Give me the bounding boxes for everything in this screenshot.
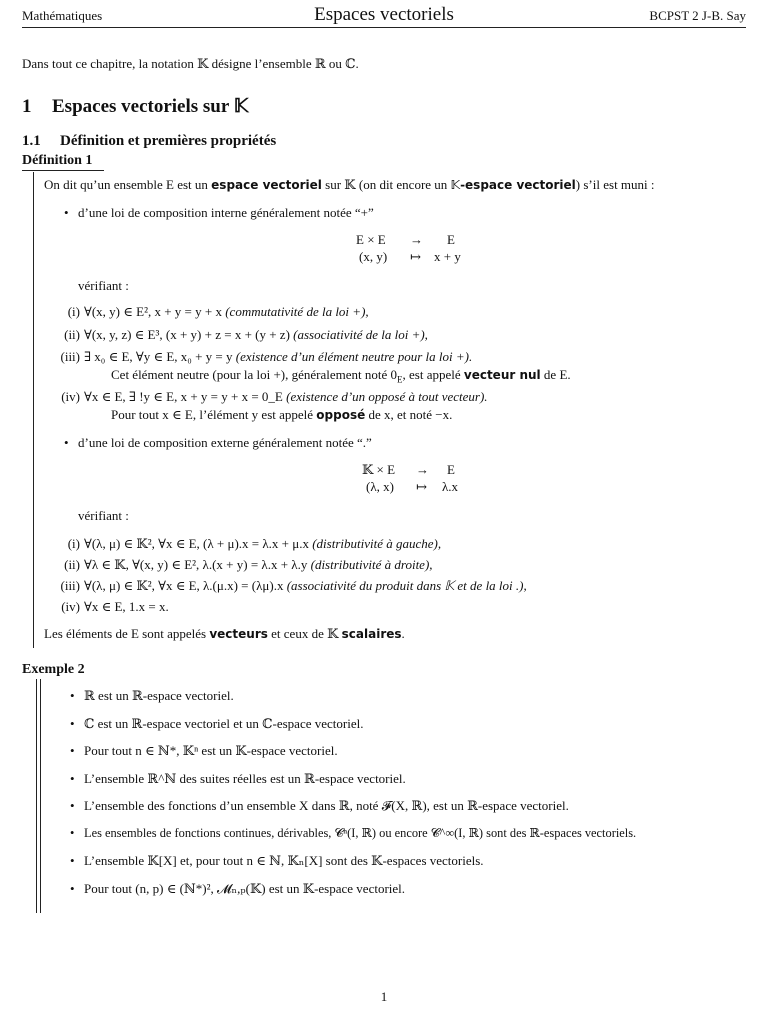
bullet-icon: • (64, 435, 69, 450)
map2-r1-right: E (447, 462, 455, 477)
note-part: , est appelé (402, 367, 464, 382)
map2-r2-arrow: ↦ (416, 479, 427, 494)
note-part: Pour tout x ∈ E, l’élément y est appelé (111, 407, 317, 422)
axiom-math: ∀(λ, μ) ∈ 𝕂², ∀x ∈ E, λ.(μ.x) = (λμ).x (84, 578, 284, 593)
example-item (70, 798, 569, 814)
map2-r2-right: λ.x (442, 479, 459, 494)
axiom-comment: (distributivité à gauche), (312, 536, 442, 551)
law1-neutral-note (111, 367, 571, 385)
map1-r1-right: E (447, 232, 455, 247)
note-part: de E. (540, 367, 571, 382)
bullet-icon: • (70, 881, 75, 896)
law1-axiom-ii (44, 327, 428, 343)
axiom-label: (iv) (61, 599, 80, 614)
map1-r2-arrow: ↦ (410, 249, 421, 264)
bullet-icon: • (70, 743, 75, 758)
axiom-math: ∀(λ, μ) ∈ 𝕂², ∀x ∈ E, (λ + μ).x = λ.x + μ.x (84, 536, 309, 551)
axiom-label: (ii) (64, 327, 80, 342)
def-intro-part: ) s’il est muni : (575, 177, 655, 192)
section-heading (22, 96, 248, 119)
closing-part: et ceux de 𝕂 (267, 626, 342, 641)
axiom-label: (iv) (61, 389, 80, 404)
example-item-text: Les ensembles de fonctions continues, dérivables, 𝓒ⁿ(I, ℝ) ou encore 𝓒^∞(I, ℝ) sont des ℝ-espaces vectoriels. (84, 826, 637, 840)
bullet-icon: • (70, 771, 75, 786)
section-number: 1 (22, 96, 32, 117)
example-item (70, 771, 406, 787)
bullet-icon: • (70, 716, 75, 731)
axiom-label: (i) (67, 536, 80, 551)
axiom-math: ∀λ ∈ 𝕂, ∀(x, y) ∈ E², λ.(x + y) = λ.x + λ.y (84, 557, 308, 572)
law1-bullet (64, 205, 374, 221)
example-item-text: Pour tout n ∈ ℕ*, 𝕂ⁿ est un 𝕂-espace vectoriel. (84, 743, 338, 758)
axiom-label: (ii) (64, 557, 80, 572)
example-bar-left (36, 679, 37, 913)
header-class: BCPST 2 J-B. Say (649, 8, 746, 23)
example-item (70, 853, 484, 869)
axiom-comment: (existence d’un élément neutre pour la loi +). (235, 349, 473, 364)
axiom-comment: (associativité de la loi +), (293, 327, 428, 342)
example-item (70, 826, 636, 841)
page-number: 1 (380, 989, 388, 1004)
subsection-heading (22, 132, 276, 150)
law1-axiom-iv (44, 389, 488, 405)
page-header (22, 4, 746, 26)
subsection-title: Définition et premières propriétés (60, 133, 277, 149)
axiom-comment: (associativité du produit dans 𝕂 et de la loi .), (286, 578, 527, 593)
example-item-text: L’ensemble ℝ^ℕ des suites réelles est un ℝ-espace vectoriel. (84, 771, 406, 786)
note-part: de x, et noté −x. (365, 407, 453, 422)
definition-underline (22, 170, 104, 171)
example-item (70, 743, 338, 759)
example-item (70, 881, 405, 897)
subsection-number: 1.1 (22, 133, 41, 149)
bullet-icon: • (70, 853, 75, 868)
axiom-math: ∀x ∈ E, ∃ !y ∈ E, x + y = y + x = 0_E (84, 389, 283, 404)
header-rule (22, 27, 746, 28)
header-subject: Mathématiques (22, 8, 103, 23)
section-title: Espaces vectoriels sur 𝕂 (52, 96, 249, 117)
note-bold: vecteur nul (463, 368, 541, 382)
header-title: Espaces vectoriels (314, 4, 454, 25)
map2-r1-arrow: → (416, 462, 429, 477)
bullet-icon: • (70, 688, 75, 703)
map2-r1-left: 𝕂 × E (362, 462, 396, 477)
def-intro-part: On dit qu’un ensemble E est un (44, 177, 212, 192)
example-item (70, 716, 363, 732)
law1-verifiant: vérifiant : (78, 278, 129, 293)
closing-bold: scalaires (341, 627, 402, 641)
definition-closing (44, 626, 405, 642)
law1-text: d’une loi de composition interne généralement notée “+” (78, 205, 374, 220)
axiom-label: (iii) (60, 349, 80, 364)
map1-r1-arrow: → (410, 232, 423, 247)
example-item (70, 688, 234, 704)
law2-axiom-iii (44, 578, 527, 594)
note-subscript: E (397, 374, 403, 385)
axiom-math: ∃ x₀ ∈ E, ∀y ∈ E, x₀ + y = y (84, 349, 233, 364)
example-bar-right (40, 679, 41, 913)
law2-bullet (64, 435, 372, 451)
law2-verifiant: vérifiant : (78, 508, 129, 523)
law2-axiom-ii (44, 557, 433, 573)
definition-label: Définition 1 (22, 153, 93, 168)
def-intro-bold: 𝕂-espace vectoriel (450, 178, 576, 192)
definition-intro (44, 177, 655, 193)
axiom-math: ∀x ∈ E, 1.x = x. (84, 599, 169, 614)
note-part: Cet élément neutre (pour la loi +), généralement noté 0 (111, 367, 397, 382)
definition-bar (33, 172, 34, 648)
closing-part: Les éléments de E sont appelés (44, 626, 210, 641)
note-bold: opposé (316, 408, 366, 422)
example-label: Exemple 2 (22, 662, 85, 677)
example-item-text: L’ensemble des fonctions d’un ensemble X dans ℝ, noté 𝓕(X, ℝ), est un ℝ-espace vectoriel. (84, 798, 569, 813)
axiom-label: (iii) (60, 578, 80, 593)
axiom-comment: (commutativité de la loi +), (225, 304, 369, 319)
bullet-icon: • (70, 826, 75, 840)
def-intro-part: sur 𝕂 (on dit encore un (321, 177, 451, 192)
law1-axiom-iii (44, 349, 472, 365)
map1-r2-right: x + y (434, 249, 461, 264)
intro-text: Dans tout ce chapitre, la notation 𝕂 désigne l’ensemble ℝ ou ℂ. (22, 56, 359, 71)
bullet-icon: • (70, 798, 75, 813)
example-item-text: Pour tout (n, p) ∈ (ℕ*)², 𝓜ₙ,ₚ(𝕂) est un 𝕂-espace vectoriel. (84, 881, 406, 896)
map1-r1-left: E × E (356, 232, 386, 247)
law1-axiom-i (44, 304, 369, 320)
axiom-comment: (distributivité à droite), (310, 557, 433, 572)
law2-text: d’une loi de composition externe généralement notée “.” (78, 435, 372, 450)
axiom-math: ∀(x, y, z) ∈ E³, (x + y) + z = x + (y + z) (84, 327, 290, 342)
axiom-math: ∀(x, y) ∈ E², x + y = y + x (84, 304, 222, 319)
axiom-comment: (existence d’un opposé à tout vecteur). (286, 389, 488, 404)
closing-bold: vecteurs (209, 627, 268, 641)
axiom-label: (i) (67, 304, 80, 319)
closing-part: . (401, 626, 405, 641)
example-item-text: ℝ est un ℝ-espace vectoriel. (84, 688, 234, 703)
bullet-icon: • (64, 205, 69, 220)
law2-axiom-i (44, 536, 441, 552)
map1-r2-left: (x, y) (359, 249, 388, 264)
example-item-text: ℂ est un ℝ-espace vectoriel et un ℂ-espace vectoriel. (84, 716, 364, 731)
example-item-text: L’ensemble 𝕂[X] et, pour tout n ∈ ℕ, 𝕂ₙ[X] sont des 𝕂-espaces vectoriels. (84, 853, 484, 868)
law2-axiom-iv (44, 599, 169, 615)
law1-opposite-note (111, 407, 452, 423)
map2-r2-left: (λ, x) (366, 479, 394, 494)
def-intro-bold: espace vectoriel (211, 178, 322, 192)
